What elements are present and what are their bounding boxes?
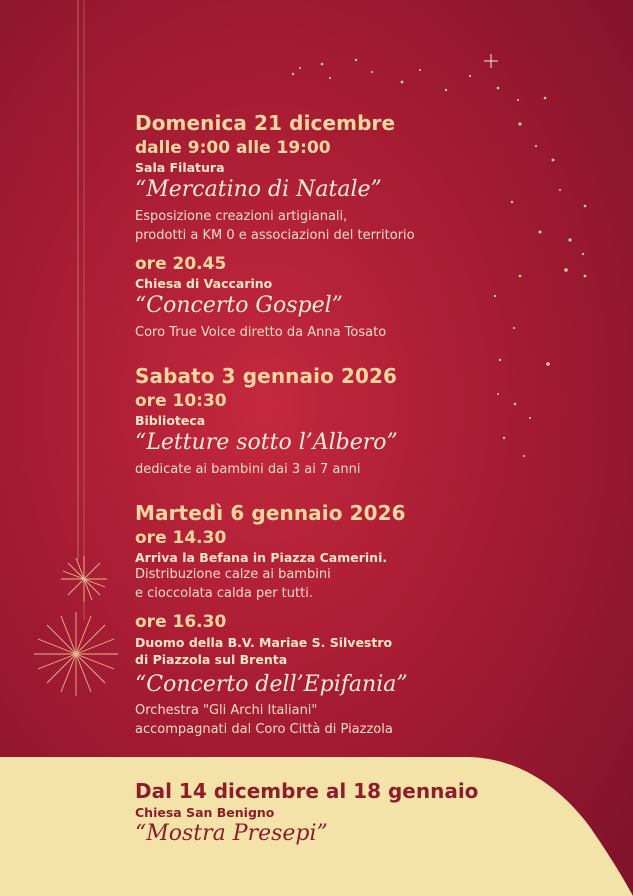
- event-place: Chiesa di Vaccarino: [135, 276, 273, 291]
- event-time: dalle 9:00 alle 19:00: [135, 138, 331, 158]
- exhibit-title: “Mostra Presepi”: [135, 821, 328, 846]
- event-place: di Piazzola sul Brenta: [135, 652, 288, 667]
- event-time: ore 14.30: [135, 528, 227, 548]
- event-title: “Concerto dell’Epifania”: [135, 672, 408, 697]
- event-description: Esposizione creazioni artigianali,: [135, 209, 348, 224]
- event-description: Coro True Voice diretto da Anna Tosato: [135, 325, 387, 340]
- star-ornament-large: [34, 612, 118, 696]
- event-title: “Letture sotto l’Albero”: [135, 430, 398, 455]
- event-time: ore 20.45: [135, 254, 227, 274]
- twinkle-star: [484, 54, 498, 68]
- event-place: Biblioteca: [135, 413, 206, 428]
- event-place: Sala Filatura: [135, 160, 225, 175]
- event-description: accompagnati dal Coro Città di Piazzola: [135, 722, 393, 737]
- event-date: Sabato 3 gennaio 2026: [135, 364, 398, 388]
- star-ornament-small: [61, 556, 107, 602]
- event-description: e cioccolata calda per tutti.: [135, 586, 313, 601]
- event-description: dedicate ai bambini dai 3 ai 7 anni: [135, 462, 361, 477]
- event-description: prodotti a KM 0 e associazioni del territorio: [135, 228, 415, 243]
- event-description: Distribuzione calze ai bambini: [135, 567, 331, 582]
- event-title: “Concerto Gospel”: [135, 293, 343, 318]
- event-time: ore 10:30: [135, 391, 227, 411]
- event-place: Duomo della B.V. Mariae S. Silvestro: [135, 635, 393, 650]
- event-time: ore 16.30: [135, 612, 227, 632]
- event-date: Domenica 21 dicembre: [135, 111, 396, 135]
- event-description: Orchestra "Gli Archi Italiani": [135, 703, 318, 718]
- event-title: “Mercatino di Natale”: [135, 177, 382, 202]
- exhibit-date: Dal 14 dicembre al 18 gennaio: [135, 779, 479, 803]
- exhibit-place: Chiesa San Benigno: [135, 805, 275, 820]
- exhibit-panel: [0, 757, 633, 896]
- event-date: Martedì 6 gennaio 2026: [135, 501, 406, 525]
- event-place: Arriva la Befana in Piazza Camerini.: [135, 550, 388, 565]
